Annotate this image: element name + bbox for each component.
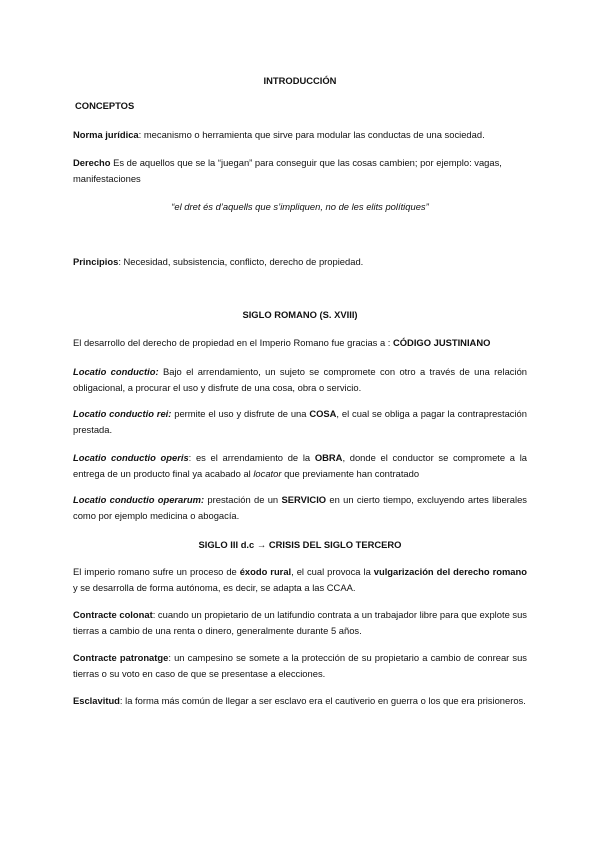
heading-introduccion: INTRODUCCIÓN — [263, 75, 337, 86]
desarrollo-paragraph: El desarrollo del derecho de propiedad en el Imperio Romano fue gracias a : CÓDIGO JUSTINIANO — [73, 337, 491, 348]
locatio-conductio-paragraph: Locatio conductio: Bajo el arrendamiento, un sujeto se compromete con otro a través de una relación obligacional, a procurar el uso y disfrute de una cosa, obra o servicio. — [73, 366, 527, 393]
locatio-operis-paragraph: Locatio conductio operis: es el arrendamiento de la OBRA, donde el conductor se compromete a la entrega de un producto final ya acabado al locator que previamente han contratado — [73, 452, 528, 479]
norma-juridica-paragraph: Norma jurídica: mecanismo o herramienta que sirve para modular las conductas de una sociedad. — [73, 129, 485, 140]
imperio-paragraph: El imperio romano sufre un proceso de éxodo rural, el cual provoca la vulgarización del derecho romano y se desarrolla de forma autónoma, es decir, se adapta a las CCAA. — [73, 566, 527, 593]
contracte-colonat-paragraph: Contracte colonat: cuando un propietario de un latifundio contrata a un trabajador libre para que explote sus tierras a cambio de una renta o dinero, generalmente durante 5 años. — [73, 609, 527, 636]
heading-siglo-iii: SIGLO III d.c → CRISIS DEL SIGLO TERCERO — [198, 539, 402, 550]
heading-conceptos: CONCEPTOS — [75, 100, 135, 111]
esclavitud-paragraph: Esclavitud: la forma más común de llegar a ser esclavo era el cautiverio en guerra o los que era prisioneros. — [73, 695, 526, 706]
heading-siglo-romano: SIGLO ROMANO (S. XVIII) — [242, 309, 358, 320]
principios-paragraph: Principios: Necesidad, subsistencia, conflicto, derecho de propiedad. — [73, 256, 364, 267]
locatio-operarum-paragraph: Locatio conductio operarum: prestación de un SERVICIO en un cierto tiempo, excluyendo artes liberales como por ejemplo medicina o abogacía. — [73, 494, 527, 521]
quote: “el dret és d’aquells que s’impliquen, no de les elits polítiques” — [171, 201, 429, 212]
derecho-paragraph: Derecho Es de aquellos que se la “juegan” para conseguir que las cosas cambien; por ejemplo: vagas, manifestaciones — [73, 157, 502, 184]
contracte-patronatge-paragraph: Contracte patronatge: un campesino se somete a la protección de su propietario a cambio de conrear sus tierras o su voto en caso de que se presentase a elecciones. — [73, 652, 527, 679]
locatio-rei-paragraph: Locatio conductio rei: permite el uso y disfrute de una COSA, el cual se obliga a pagar la contraprestación prestada. — [73, 408, 527, 435]
